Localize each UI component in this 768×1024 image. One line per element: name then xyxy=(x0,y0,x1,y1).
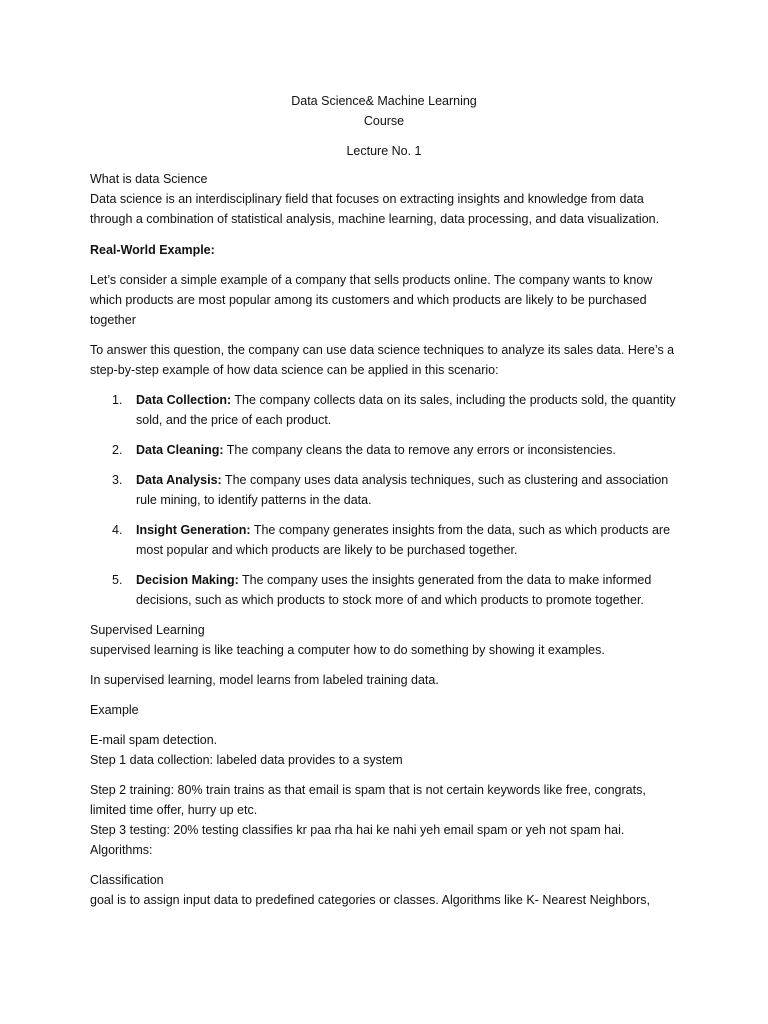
list-item-term: Decision Making: xyxy=(136,573,239,587)
document-page xyxy=(90,91,690,910)
list-item-text: The company generates insights from the data, such as which products are xyxy=(250,523,671,537)
example-p1-line2: which products are most popular among its customers and which products are likely to be purchased xyxy=(90,293,647,307)
classification-heading: Classification xyxy=(90,873,164,887)
list-item-number: 4. xyxy=(112,523,123,537)
list-item-text: The company uses data analysis techniques, such as clustering and association xyxy=(221,473,669,487)
example-p2-line2: step-by-step example of how data science can be applied in this scenario: xyxy=(90,363,499,377)
example-p1-line1: Let’s consider a simple example of a company that sells products online. The company wants to know xyxy=(90,273,653,287)
algorithms-label: Algorithms: xyxy=(90,843,153,857)
doc-title-line2: Course xyxy=(363,114,405,128)
steps-list xyxy=(90,390,690,610)
ds-definition-line2: through a combination of statistical analysis, machine learning, data processing, and data visualization. xyxy=(90,212,660,226)
list-item xyxy=(90,570,690,610)
doc-title-line1: Data Science& Machine Learning xyxy=(291,94,477,108)
classification-line1: goal is to assign input data to predefined categories or classes. Algorithms like K- Nearest Neighbors, xyxy=(90,893,651,907)
spam-example-title: E-mail spam detection. xyxy=(90,733,218,747)
list-item-text: The company cleans the data to remove any errors or inconsistencies. xyxy=(223,443,616,457)
list-item-term: Data Cleaning: xyxy=(136,443,224,457)
spam-step1: Step 1 data collection: labeled data provides to a system xyxy=(90,753,403,767)
list-item-number: 2. xyxy=(112,443,123,457)
list-item xyxy=(90,520,690,560)
what-is-ds-heading: What is data Science xyxy=(90,172,208,186)
list-item-text-cont: decisions, such as which products to stock more of and which products to promote together. xyxy=(136,593,644,607)
list-item xyxy=(90,390,690,430)
ds-definition-line1: Data science is an interdisciplinary field that focuses on extracting insights and knowledge from data xyxy=(90,192,644,206)
spam-step2-line2: limited time offer, hurry up etc. xyxy=(90,803,258,817)
lecture-number: Lecture No. 1 xyxy=(346,144,422,158)
list-item-term: Data Collection: xyxy=(136,393,232,407)
list-item-number: 3. xyxy=(112,473,123,487)
supervised-learning-line1: supervised learning is like teaching a computer how to do something by showing it examples. xyxy=(90,643,605,657)
spam-step2-line1: Step 2 training: 80% train trains as that email is spam that is not certain keywords like free, congrats, xyxy=(90,783,646,797)
list-item-term: Data Analysis: xyxy=(136,473,222,487)
list-item-term: Insight Generation: xyxy=(136,523,251,537)
list-item-text: The company collects data on its sales, including the products sold, the quantity xyxy=(231,393,676,407)
list-item-text-cont: rule mining, to identify patterns in the data. xyxy=(136,493,372,507)
list-item-text-cont: most popular and which products are likely to be purchased together. xyxy=(136,543,518,557)
example-label: Example xyxy=(90,703,139,717)
example-p2-line1: To answer this question, the company can use data science techniques to analyze its sales data. Here’s a xyxy=(90,343,675,357)
list-item-number: 1. xyxy=(112,393,123,407)
example-p1-line3: together xyxy=(90,313,136,327)
list-item xyxy=(90,440,690,460)
real-world-example-heading: Real-World Example: xyxy=(90,243,215,257)
list-item-number: 5. xyxy=(112,573,123,587)
list-item-text-cont: sold, and the price of each product. xyxy=(136,413,332,427)
spam-step3: Step 3 testing: 20% testing classifies kr paa rha hai ke nahi yeh email spam or yeh not spam hai. xyxy=(90,823,625,837)
supervised-learning-line2: In supervised learning, model learns from labeled training data. xyxy=(90,673,439,687)
list-item-text: The company uses the insights generated from the data to make informed xyxy=(238,573,652,587)
supervised-learning-heading: Supervised Learning xyxy=(90,623,205,637)
list-item xyxy=(90,470,690,510)
